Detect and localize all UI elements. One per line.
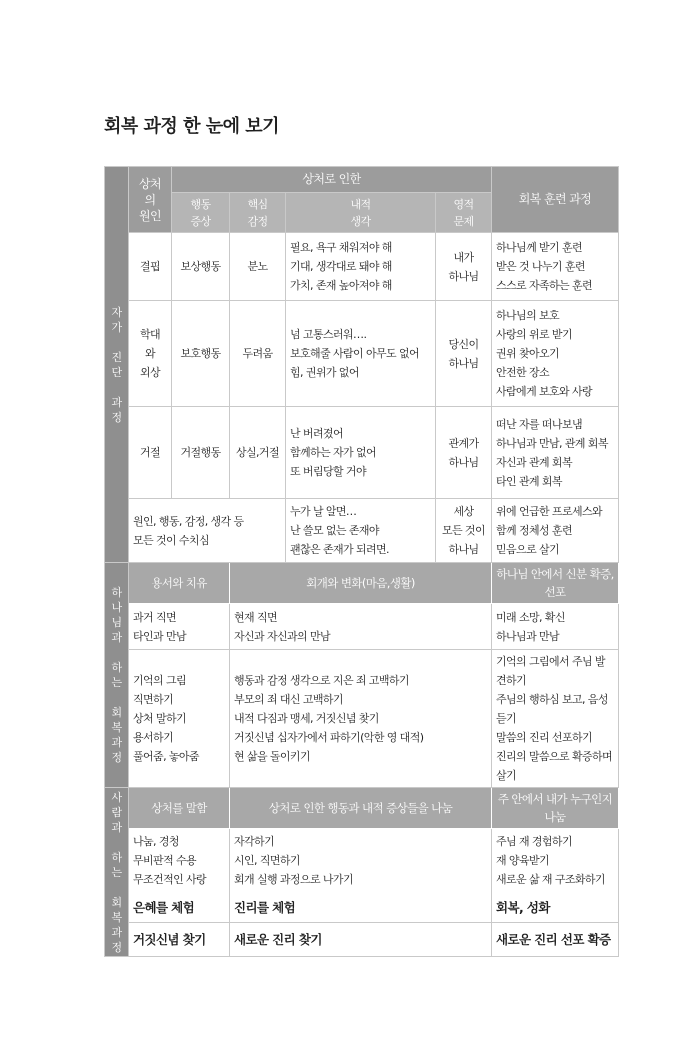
section3-cell: 나눔, 경청 무비판적 수용 무조건적인 사랑 (129, 829, 230, 893)
table-row (105, 407, 619, 499)
section3-result-cell: 은혜를 체험 (129, 893, 230, 923)
section2-cell: 과거 직면 타인과 만남 (129, 604, 230, 650)
section2-cell: 기억의 그림 직면하기 상처 말하기 용서하기 풀어줌, 놓아줌 (129, 650, 230, 788)
section2-header-identity: 하나님 안에서 신분 확증, 선포 (492, 563, 619, 604)
emotion-cell: 분노 (230, 233, 286, 301)
section3-result-cell: 진리를 체험 (230, 893, 492, 923)
recovery-table (104, 166, 619, 957)
table-row (105, 301, 619, 407)
header-group: 상처로 인한 (172, 167, 492, 193)
behavior-cell: 거절행동 (172, 407, 230, 499)
training-cell: 하나님의 보호 사랑의 위로 받기 권위 찾아오기 안전한 장소 사람에게 보호와 사랑 (492, 301, 619, 407)
section3-header-speak: 상처를 말함 (129, 788, 230, 829)
spiritual-cell: 세상 모든 것이 하나님 (436, 499, 492, 563)
section1-label: 자 가 진 단 과 정 (105, 167, 129, 563)
training-cell: 떠난 자를 떠나보냄 하나님과 만남, 관계 회복 자신과 관계 회복 타인 관계 회복 (492, 407, 619, 499)
training-cell: 하나님께 받기 훈련 받은 것 나누기 훈련 스스로 자족하는 훈련 (492, 233, 619, 301)
table-row (105, 499, 619, 563)
thought-cell: 필요, 욕구 채워져야 해 기대, 생각대로 돼야 해 가치, 존재 높아져야 해 (286, 233, 436, 301)
section2-header-repentance: 회개와 변화(마음,생활) (230, 563, 492, 604)
header-spiritual: 영적 문제 (436, 193, 492, 233)
header-behavior: 행동 증상 (172, 193, 230, 233)
section3-cell: 주님 재 경험하기 재 양육받기 새로운 삶 재 구조화하기 (492, 829, 619, 893)
section3-result-cell: 거짓신념 찾기 (129, 923, 230, 957)
page-title: 회복 과정 한 눈에 보기 (104, 116, 280, 137)
emotion-cell: 두려움 (230, 301, 286, 407)
section3-result-cell: 새로운 진리 찾기 (230, 923, 492, 957)
behavior-cell: 보상행동 (172, 233, 230, 301)
header-emotion: 핵심 감정 (230, 193, 286, 233)
cause-cell: 거절 (129, 407, 172, 499)
section3-result-cell: 새로운 진리 선포 확증 (492, 923, 619, 957)
table-row (105, 650, 619, 788)
thought-cell: 누가 날 알면… 난 쓸모 없는 존재야 괜찮은 존재가 되려면. (286, 499, 436, 563)
spiritual-cell: 내가 하나님 (436, 233, 492, 301)
section3-cell: 자각하기 시인, 직면하기 회개 실행 과정으로 나가기 (230, 829, 492, 893)
section2-cell: 기억의 그림에서 주님 발견하기 주님의 행하심 보고, 음성듣기 말씀의 진리 선포하기 진리의 말씀으로 확증하며 살기 (492, 650, 619, 788)
table-row (105, 893, 619, 923)
section2-cell: 행동과 감정 생각으로 지은 죄 고백하기 부모의 죄 대신 고백하기 내적 다짐과 맹세, 거짓신념 찾기 거짓신념 십자가에서 파하기(악한 영 대적) 현 삶을 돌이키기 (230, 650, 492, 788)
training-cell: 위에 언급한 프로세스와 함께 정체성 훈련 믿음으로 살기 (492, 499, 619, 563)
summary-cell: 원인, 행동, 감정, 생각 등 모든 것이 수치심 (129, 499, 286, 563)
table-row (105, 233, 619, 301)
section3-header-identity: 주 안에서 내가 누구인지 나눔 (492, 788, 619, 829)
recovery-table-container (104, 166, 618, 957)
emotion-cell: 상실,거절 (230, 407, 286, 499)
section2-header-forgiveness: 용서와 치유 (129, 563, 230, 604)
cause-cell: 학대 와 외상 (129, 301, 172, 407)
thought-cell: 넘 고통스러워…. 보호해줄 사람이 아무도 없어 힘, 권위가 없어 (286, 301, 436, 407)
spiritual-cell: 당신이 하나님 (436, 301, 492, 407)
section3-label: 사 람 과 하 는 회 복 과 정 (105, 788, 129, 957)
section2-cell: 현재 직면 자신과 자신과의 만남 (230, 604, 492, 650)
header-thought: 내적 생각 (286, 193, 436, 233)
header-training: 회복 훈련 과정 (492, 167, 619, 233)
spiritual-cell: 관계가 하나님 (436, 407, 492, 499)
cause-cell: 결핍 (129, 233, 172, 301)
table-row (105, 604, 619, 650)
section2-cell: 미래 소망, 확신 하나님과 만남 (492, 604, 619, 650)
behavior-cell: 보호행동 (172, 301, 230, 407)
section3-result-cell: 회복, 성화 (492, 893, 619, 923)
table-row (105, 829, 619, 893)
section3-header-share: 상처로 인한 행동과 내적 증상들을 나눔 (230, 788, 492, 829)
thought-cell: 난 버려졌어 함께하는 자가 없어 또 버림당할 거야 (286, 407, 436, 499)
table-row (105, 923, 619, 957)
header-origin: 상처 의 원인 (129, 167, 172, 233)
section2-label: 하 나 님 과 하 는 회 복 과 정 (105, 563, 129, 788)
